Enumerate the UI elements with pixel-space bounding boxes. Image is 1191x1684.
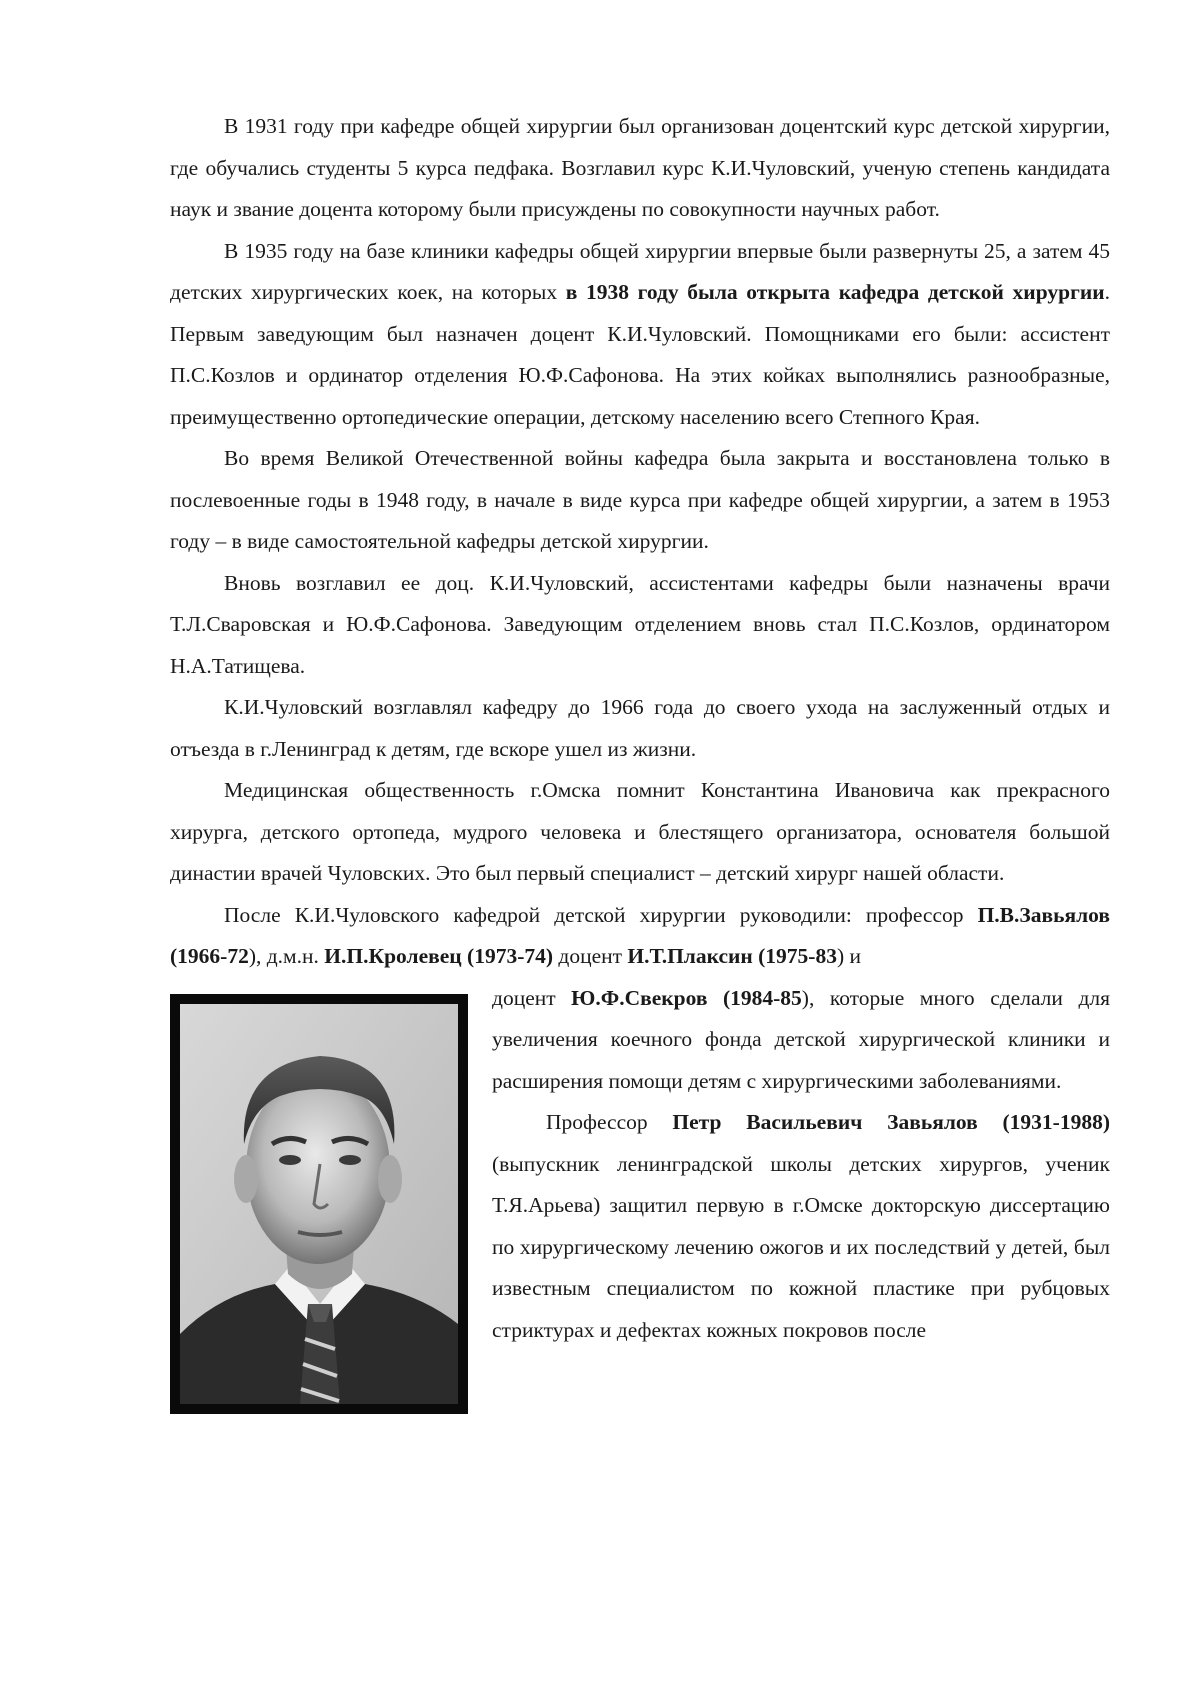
- paragraph-text: Медицинская общественность г.Омска помнит Константина Ивановича как прекрасного хирурга, детского ортопеда, мудрого человека и блестящего организатора, основателя большой династии врачей Чуловских. Это был первый специалист – детский хирург нашей области.: [170, 778, 1110, 885]
- paragraph-text: Во время Великой Отечественной войны кафедра была закрыта и восстановлена только в послевоенные годы в 1948 году, в начале в виде курса при кафедре общей хирургии, а затем в 1953 году – в виде самостоятельной кафедры детской хирургии.: [170, 446, 1110, 553]
- paragraph-text: (выпускник ленинградской школы детских хирургов, ученик Т.Я.Арьева) защитил первую в г.Омске докторскую диссертацию по хирургическому лечению ожогов и их последствий у детей, был известным специалистом по кожной пластике при рубцовых стриктурах и дефектах кожных покровов после: [492, 1151, 1110, 1342]
- document-page: [170, 106, 1110, 1414]
- paragraph-text: ) и: [836, 944, 862, 968]
- bold-svekrov: Ю.Ф.Свекров (1984-85: [571, 985, 802, 1010]
- paragraph-text: К.И.Чуловский возглавлял кафедру до 1966 года до своего ухода на заслуженный отдых и отъезда в г.Ленинград к детям, где вскоре ушел из жизни.: [170, 695, 1110, 761]
- bold-department-opened: в 1938 году была открыта кафедра детской хирургии: [565, 280, 1105, 304]
- paragraph-text: доцент: [553, 944, 628, 968]
- paragraph-text: . Первым заведующим был назначен доцент К.И.Чуловский. Помощниками его были: ассистент П.С.Козлов и ординатор отделения Ю.Ф.Сафонова. На этих койках выполнялись разнообразные, преимущественно ортопедические операции, детскому населению всего Степного Края.: [170, 280, 1110, 429]
- paragraph-text: В 1935 году на базе клиники кафедры общей хирургии впервые были развернуты 25, а затем 45 детских хирургических коек, на которых: [170, 238, 1110, 304]
- paragraph-reopened: [170, 563, 1110, 688]
- paragraph-war: [170, 438, 1110, 563]
- bold-zavyalov: П.В.Завьялов (1966-72: [170, 902, 1110, 968]
- paragraph-text: ), которые много сделали для увеличения коечного фонда детской хирургической клиники и расширения помощи детям с хирургическими заболеваниями.: [492, 985, 1110, 1093]
- paragraph-text: После К.И.Чуловского кафедрой детской хирургии руководили: профессор: [224, 902, 978, 927]
- bold-plaksin: И.Т.Плаксин (1975-83: [627, 944, 837, 968]
- paragraph-text: В 1931 году при кафедре общей хирургии был организован доцентский курс детской хирургии, где обучались студенты 5 курса педфака. Возглавил курс К.И.Чуловский, ученую степень кандидата наук и звание доцента которому были присуждены по совокупности научных работ.: [170, 114, 1110, 221]
- paragraph-1966: [170, 687, 1110, 770]
- paragraph-1935: [170, 231, 1110, 439]
- paragraph-text: доцент: [492, 985, 572, 1010]
- paragraph-text: Профессор: [546, 1110, 673, 1134]
- paragraph-successors: [170, 895, 1110, 978]
- portrait-image: [180, 1004, 458, 1404]
- portrait-photo: [170, 994, 468, 1414]
- bold-krolevets: И.П.Кролевец (1973-74): [324, 944, 554, 968]
- paragraph-1931: [170, 106, 1110, 231]
- paragraph-memory: [170, 770, 1110, 895]
- paragraph-text: Вновь возглавил ее доц. К.И.Чуловский, ассистентами кафедры были назначены врачи Т.Л.Сваровская и Ю.Ф.Сафонова. Заведующим отделением вновь стал П.С.Козлов, ординатором Н.А.Татищева.: [170, 570, 1110, 678]
- paragraph-text: ), д.м.н.: [248, 944, 325, 968]
- bold-zavyalov-full-name: Петр Васильевич Завьялов (1931-1988): [672, 1110, 1110, 1134]
